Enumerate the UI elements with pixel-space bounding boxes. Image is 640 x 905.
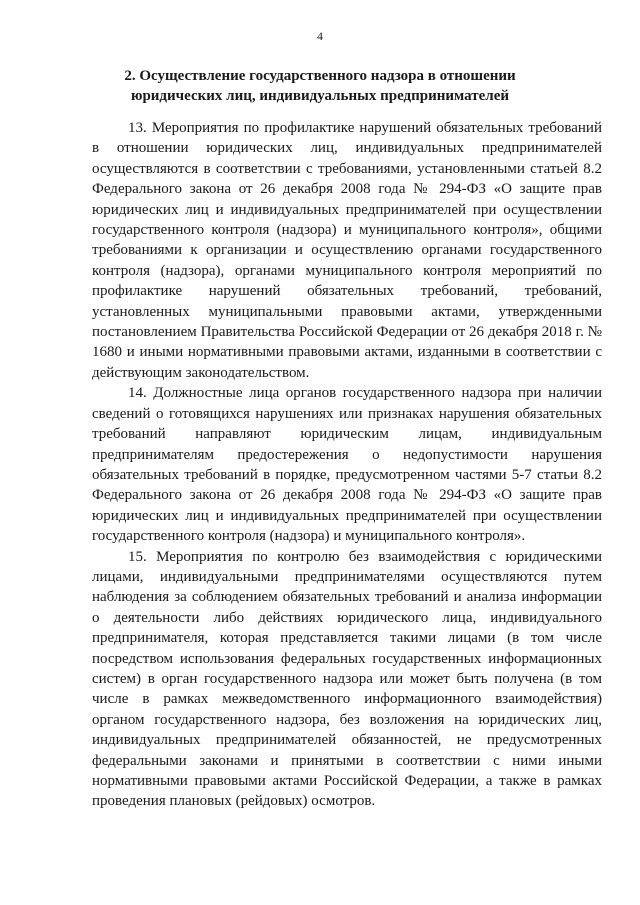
paragraph-15: 15. Мероприятия по контролю без взаимодействия с юридическими лицами, индивидуальными предпринимателями осуществляются путем наблюдения за соблюдением обязательных требований и анализа информации о деятельности либо действиях юридического лица, индивидуального предпринимателя, которая представляется такими лицами (в том числе посредством использования федеральных государственных информационных систем) в орган государственного надзора или может быть получена (в том числе в рамках межведомственного информационного взаимодействия) органом государственного надзора, без возложения на юридических лиц, индивидуальных предпринимателей обязанностей, не предусмотренных федеральными законами и принятыми в соответствии с ними иными нормативными правовыми актами Российской Федерации, а также в рамках проведения плановых (рейдовых) осмотров. <box>92 548 602 810</box>
section-title <box>100 66 540 106</box>
section-title-line-2: юридических лиц, индивидуальных предпринимателей <box>130 88 510 104</box>
page-number: 4 <box>317 29 323 43</box>
paragraph-13: 13. Мероприятия по профилактике нарушений обязательных требований в отношении юридических лиц, индивидуальных предпринимателей осуществляются в соответствии с требованиями, установленными статьей 8.2 Федерального закона от 26 декабря 2008 года № 294-ФЗ «О защите прав юридических лиц и индивидуальных предпринимателей при осуществлении государственного контроля (надзора) и муниципального контроля», общими требованиями к организации и осуществлению органами государственного контроля (надзора), органами муниципального контроля мероприятий по профилактике нарушений обязательных требований, требований, установленных муниципальными правовыми актами, утвержденными постановлением Правительства Российской Федерации от 26 декабря 2018 г. № 1680 и иными нормативными правовыми актами, изданными в соответствии с действующим законодательством. <box>92 120 602 381</box>
section-title-line-1: 2. Осуществление государственного надзора в отношении <box>124 68 516 84</box>
paragraph-14: 14. Должностные лица органов государственного надзора при наличии сведений о готовящихся нарушениях или признаках нарушения обязательных требований направляют юридическим лицам, индивидуальным предпринимателям предостережения о недопустимости нарушения обязательных требований в порядке, предусмотренном частями 5-7 статьи 8.2 Федерального закона от 26 декабря 2008 года № 294-ФЗ «О защите прав юридических лиц и индивидуальных предпринимателей при осуществлении государственного контроля (надзора) и муниципального контроля». <box>92 385 602 545</box>
body-text <box>92 118 602 812</box>
